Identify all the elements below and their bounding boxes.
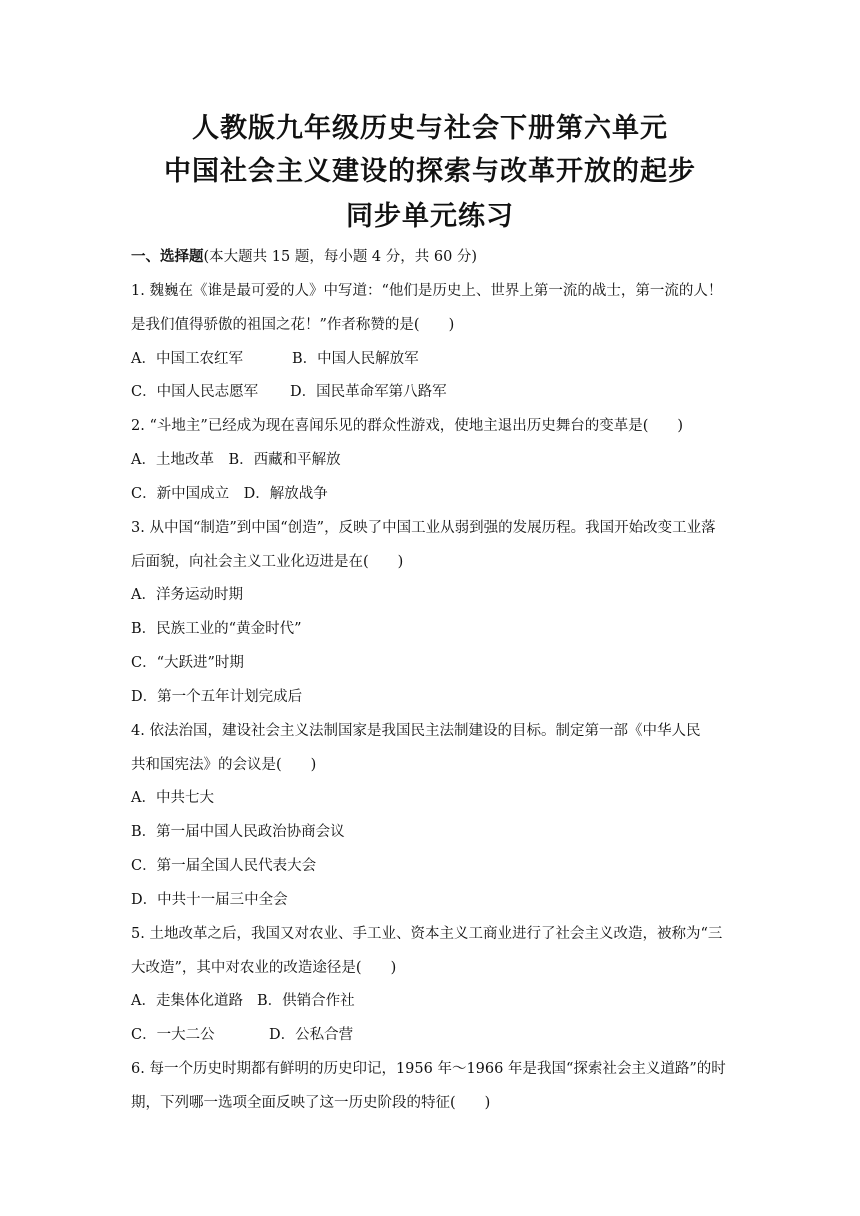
q1-option-d: D．国民革命军第八路军: [290, 384, 447, 400]
q5-option-b: B．供销合作社: [257, 993, 355, 1009]
section-note: (本大题共 15 题，每小题 4 分，共 60 分): [203, 249, 478, 265]
q1-option-c: C．中国人民志愿军: [131, 384, 259, 400]
q4-option-d: D．中共十一届三中全会: [131, 892, 288, 908]
q3-option-b: B．民族工业的“黄金时代”: [131, 621, 302, 637]
section-heading: [131, 250, 477, 265]
q3-option-d: D．第一个五年计划完成后: [131, 689, 303, 705]
q5-options-row-1: [131, 994, 531, 1009]
q3-option-a: A．洋务运动时期: [131, 587, 243, 603]
q4-stem-line-2: 共和国宪法》的会议是( ): [131, 757, 317, 773]
q5-stem-line-1: 5. 土地改革之后，我国又对农业、手工业、资本主义工商业进行了社会主义改造，被称为“三: [131, 926, 723, 942]
document-title-line-3: 同步单元练习: [346, 201, 514, 232]
q6-stem-line-1: 6. 每一个历史时期都有鲜明的历史印记，1956 年～1966 年是我国“探索社会主义道路”的时: [131, 1061, 726, 1077]
q4-option-c: C．第一届全国人民代表大会: [131, 858, 317, 874]
q4-stem-line-1: 4. 依法治国，建设社会主义法制国家是我国民主法制建设的目标。制定第一部《中华人民: [131, 723, 701, 739]
q1-options-row-2: [131, 385, 531, 400]
q5-option-c: C．一大二公: [131, 1027, 215, 1043]
q4-option-a: A．中共七大: [131, 790, 214, 806]
q1-stem-line-1: 1. 魏巍在《谁是最可爱的人》中写道：“他们是历史上、世界上第一流的战士，第一流的人！: [131, 283, 723, 299]
q4-option-b: B．第一届中国人民政治协商会议: [131, 824, 345, 840]
q6-stem-line-2: 期，下列哪一选项全面反映了这一历史阶段的特征( ): [131, 1095, 491, 1111]
q3-option-c: C．“大跃进”时期: [131, 655, 244, 671]
q2-options-row-1: A．土地改革 B．西藏和平解放: [131, 452, 341, 468]
q1-options-row-1: [131, 352, 531, 367]
q3-stem-line-2: 后面貌，向社会主义工业化迈进是在( ): [131, 554, 404, 570]
section-title: 一、选择题: [131, 249, 204, 265]
q2-stem-line-1: 2. “斗地主”已经成为现在喜闻乐见的群众性游戏，使地主退出历史舞台的变革是( ): [131, 418, 684, 434]
q5-options-row-2: [131, 1028, 531, 1043]
q5-option-d: D．公私合营: [269, 1027, 354, 1043]
q1-option-a: A．中国工农红军: [131, 351, 243, 367]
q1-stem-line-2: 是我们值得骄傲的祖国之花！”作者称赞的是( ): [131, 317, 455, 333]
document-title-line-1: 人教版九年级历史与社会下册第六单元: [192, 113, 668, 144]
q3-stem-line-1: 3. 从中国“制造”到中国“创造”，反映了中国工业从弱到强的发展历程。我国开始改变工业落: [131, 520, 716, 536]
q5-stem-line-2: 大改造”，其中对农业的改造途径是( ): [131, 960, 397, 976]
q2-options-row-2: C．新中国成立 D．解放战争: [131, 486, 328, 502]
q1-option-b: B．中国人民解放军: [292, 351, 419, 367]
q5-option-a: A．走集体化道路: [131, 993, 243, 1009]
document-title-line-2: 中国社会主义建设的探索与改革开放的起步: [164, 156, 696, 187]
